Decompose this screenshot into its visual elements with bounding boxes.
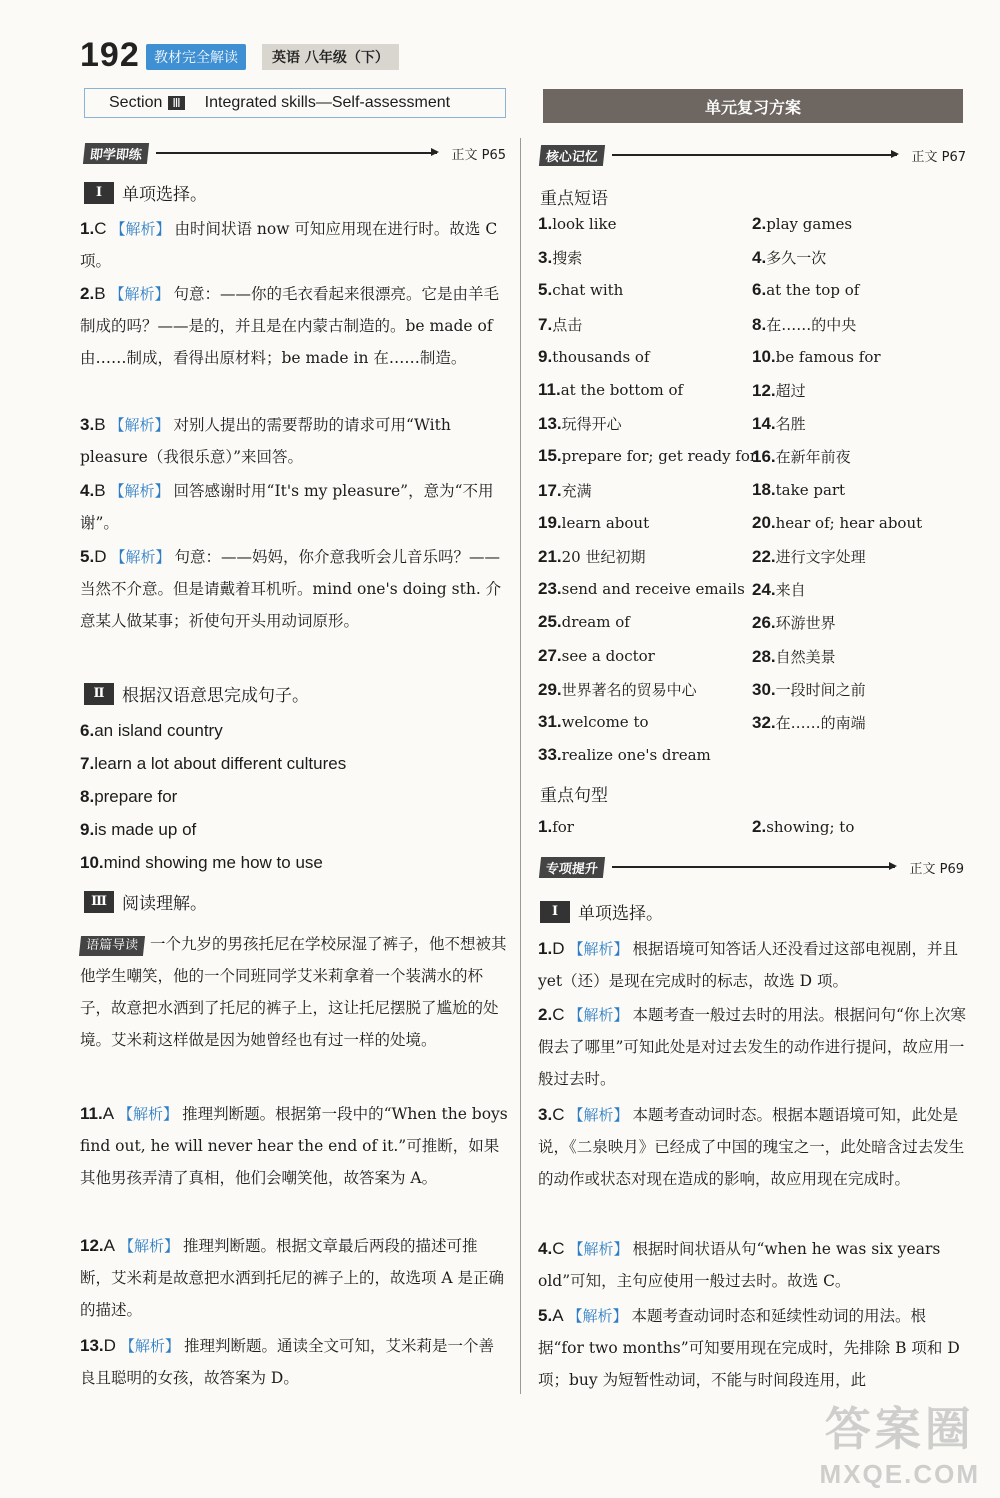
page-ref: 正文 P69 (909, 861, 964, 877)
heading-single-choice (84, 180, 207, 205)
column-divider (520, 138, 521, 1394)
answer-item: 9.is made up of (80, 820, 197, 839)
heading-text: 单项选择。 (578, 904, 663, 924)
answer-item: 4.C 【解析】 根据时间状语从句“when he was six years old”可知，主句应使用一般过去时。故选 C。 (538, 1239, 941, 1290)
practice-tag: 即学即练 (83, 143, 149, 164)
section-number: Ⅲ (168, 96, 184, 110)
phrases-title: 重点短语 (540, 189, 608, 209)
page-number: 192 (80, 36, 140, 74)
special-improve-header (540, 856, 964, 878)
phrase-item: 17.充满 (538, 480, 592, 500)
phrase-item: 6.at the top of (752, 280, 860, 300)
phrase-item: 27.see a doctor (538, 645, 655, 665)
page-ref: 正文 P65 (451, 147, 506, 163)
answer-item: 6.an island country (80, 721, 223, 740)
phrase-item: 11.at the bottom of (538, 380, 684, 399)
section-label: Section (109, 94, 163, 111)
answer-item: 10.mind showing me how to use (80, 853, 323, 872)
phrase-item: 30.一段时间之前 (752, 679, 866, 699)
phrase-item: 28.自然美景 (752, 646, 836, 666)
phrase-item: 18.take part (752, 479, 846, 499)
phrase-item: 19.learn about (538, 512, 650, 532)
phrase-item: 14.名胜 (752, 414, 806, 434)
heading-complete-sentences (84, 681, 309, 706)
phrase-item: 9.thousands of (538, 346, 650, 366)
arrow-icon (612, 154, 897, 156)
section-title-box (84, 88, 506, 118)
phrase-item: 7.点击 (538, 314, 583, 334)
answer-item: 5.D 【解析】 句意：——妈妈，你介意我听会儿音乐吗？——当然不介意。但是请戴着耳机听。mind one's doing sth. 介意某人做某事；祈使句开头用动词原形。 (80, 547, 502, 630)
book-tag: 教材完全解读 (146, 44, 246, 70)
special-improve-tag: 专项提升 (539, 857, 605, 878)
roman-numeral: Ⅰ (84, 182, 114, 204)
phrase-item: 29.世界著名的贸易中心 (538, 679, 697, 699)
unit-review-banner: 单元复习方案 (543, 89, 963, 123)
phrase-item: 15.prepare for; get ready for (538, 446, 758, 466)
patterns-title: 重点句型 (540, 786, 608, 806)
phrase-item: 5.chat with (538, 280, 624, 300)
heading-text: 单项选择。 (122, 185, 207, 205)
phrase-item: 8.在……的中央 (752, 314, 857, 334)
answer-item: 2.B 【解析】 句意：——你的毛衣看起来很漂亮。它是由羊毛制成的吗？——是的，并且是在内蒙古制造的。be made of 由……制成，看得出原材料；be made in 在……制造。 (80, 284, 500, 367)
roman-numeral: Ⅱ (84, 683, 114, 705)
pattern-item: 2.showing; to (752, 817, 855, 836)
phrase-item: 21.20 世纪初期 (538, 547, 646, 566)
watermark-logo: 答案圈 MXQE.COM (819, 1403, 980, 1489)
phrase-item: 31.welcome to (538, 712, 649, 731)
phrase-item: 10.be famous for (752, 346, 881, 366)
heading-text: 阅读理解。 (122, 894, 207, 914)
answer-item: 4.B 【解析】 回答感谢时用“It's my pleasure”，意为“不用谢”。 (80, 481, 494, 532)
answer-item: 3.C 【解析】 本题考查动词时态。根据本题语境可知，此处是说，《二泉映月》已经成了中国的瑰宝之一，此处暗含过去发生的动作或状态对现在造成的影响，故应用现在完成时。 (538, 1105, 965, 1188)
answer-item: 5.A 【解析】 本题考查动词时态和延续性动词的用法。根据“for two months”可知要用现在完成时，先排除 B 项和 D 项；buy 为短暂性动词，不能与时间段连用，此 (538, 1306, 960, 1389)
answer-item: 1.C 【解析】 由时间状语 now 可知应用现在进行时。故选 C 项。 (80, 219, 498, 270)
roman-numeral: Ⅰ (540, 901, 570, 923)
answer-item: 7.learn a lot about different cultures (80, 754, 347, 773)
phrase-item: 4.多久一次 (752, 248, 827, 268)
phrase-item: 3.搜索 (538, 248, 583, 268)
practice-header (84, 142, 506, 164)
phrase-item: 12.超过 (752, 381, 806, 400)
heading-single-choice-2 (540, 899, 663, 924)
phrase-item: 26.环游世界 (752, 613, 836, 633)
core-memory-header (540, 144, 966, 166)
roman-numeral: Ⅲ (84, 891, 114, 913)
phrase-item: 22.进行文字处理 (752, 547, 866, 566)
answer-item: 12.A 【解析】 推理判断题。根据文章最后两段的描述可推断，艾米莉是故意把水洒到托尼的裤子上的，故选项 A 是正确的描述。 (80, 1236, 505, 1319)
answer-item: 1.D 【解析】 根据语境可知答话人还没看过这部电视剧，并且 yet（还）是现在完成时的标志，故选 D 项。 (538, 939, 958, 990)
phrase-item: 20.hear of; hear about (752, 512, 923, 532)
phrase-item: 25.dream of (538, 612, 630, 632)
answer-item: 8.prepare for (80, 787, 178, 806)
section-title: Integrated skills—Self-assessment (204, 94, 451, 111)
book-title: 英语 八年级（下） (262, 44, 399, 70)
phrase-item: 32.在……的南端 (752, 713, 866, 732)
pattern-item: 1.for (538, 817, 574, 836)
answer-item: 11.A 【解析】 推理判断题。根据第一段中的“When the boys find out, he will never hear the end of it.”可推断，如果其他男孩弄清了真相，他们会嘲笑他，故答案为 A。 (80, 1104, 508, 1187)
core-memory-tag: 核心记忆 (539, 145, 605, 166)
page-ref: 正文 P67 (911, 149, 966, 165)
phrase-item: 24.来自 (752, 580, 806, 600)
answer-item: 2.C 【解析】 本题考查一般过去时的用法。根据问句“你上次寒假去了哪里”可知此处是对过去发生的动作进行提问，故应用一般过去时。 (538, 1005, 966, 1088)
phrase-item: 2.play games (752, 214, 853, 233)
phrase-item: 16.在新年前夜 (752, 447, 851, 467)
heading-text: 根据汉语意思完成句子。 (122, 686, 309, 706)
phrase-item: 1.look like (538, 214, 617, 233)
heading-reading (84, 889, 207, 914)
reading-guide: 语篇导读 一个九岁的男孩托尼在学校尿湿了裤子，他不想被其他学生嘲笑，他的一个同班同学艾米莉拿着一个装满水的杯子，故意把水洒到了托尼的裤子上，这让托尼摆脱了尴尬的处境。艾米莉这样做是因为她曾经也有过一样的处境。 (80, 935, 507, 1049)
answer-item: 13.D 【解析】 推理判断题。通读全文可知，艾米莉是一个善良且聪明的女孩，故答案为 D。 (80, 1336, 494, 1387)
phrase-item: 33.realize one's dream (538, 745, 711, 765)
phrase-item: 13.玩得开心 (538, 414, 622, 434)
phrase-item: 23.send and receive emails (538, 579, 745, 599)
arrow-icon (156, 152, 437, 154)
arrow-icon (612, 866, 895, 868)
reading-guide-tag: 语篇导读 (79, 936, 145, 956)
answer-item: 3.B 【解析】 对别人提出的需要帮助的请求可用“With pleasure（我很乐意）”来回答。 (80, 415, 451, 466)
